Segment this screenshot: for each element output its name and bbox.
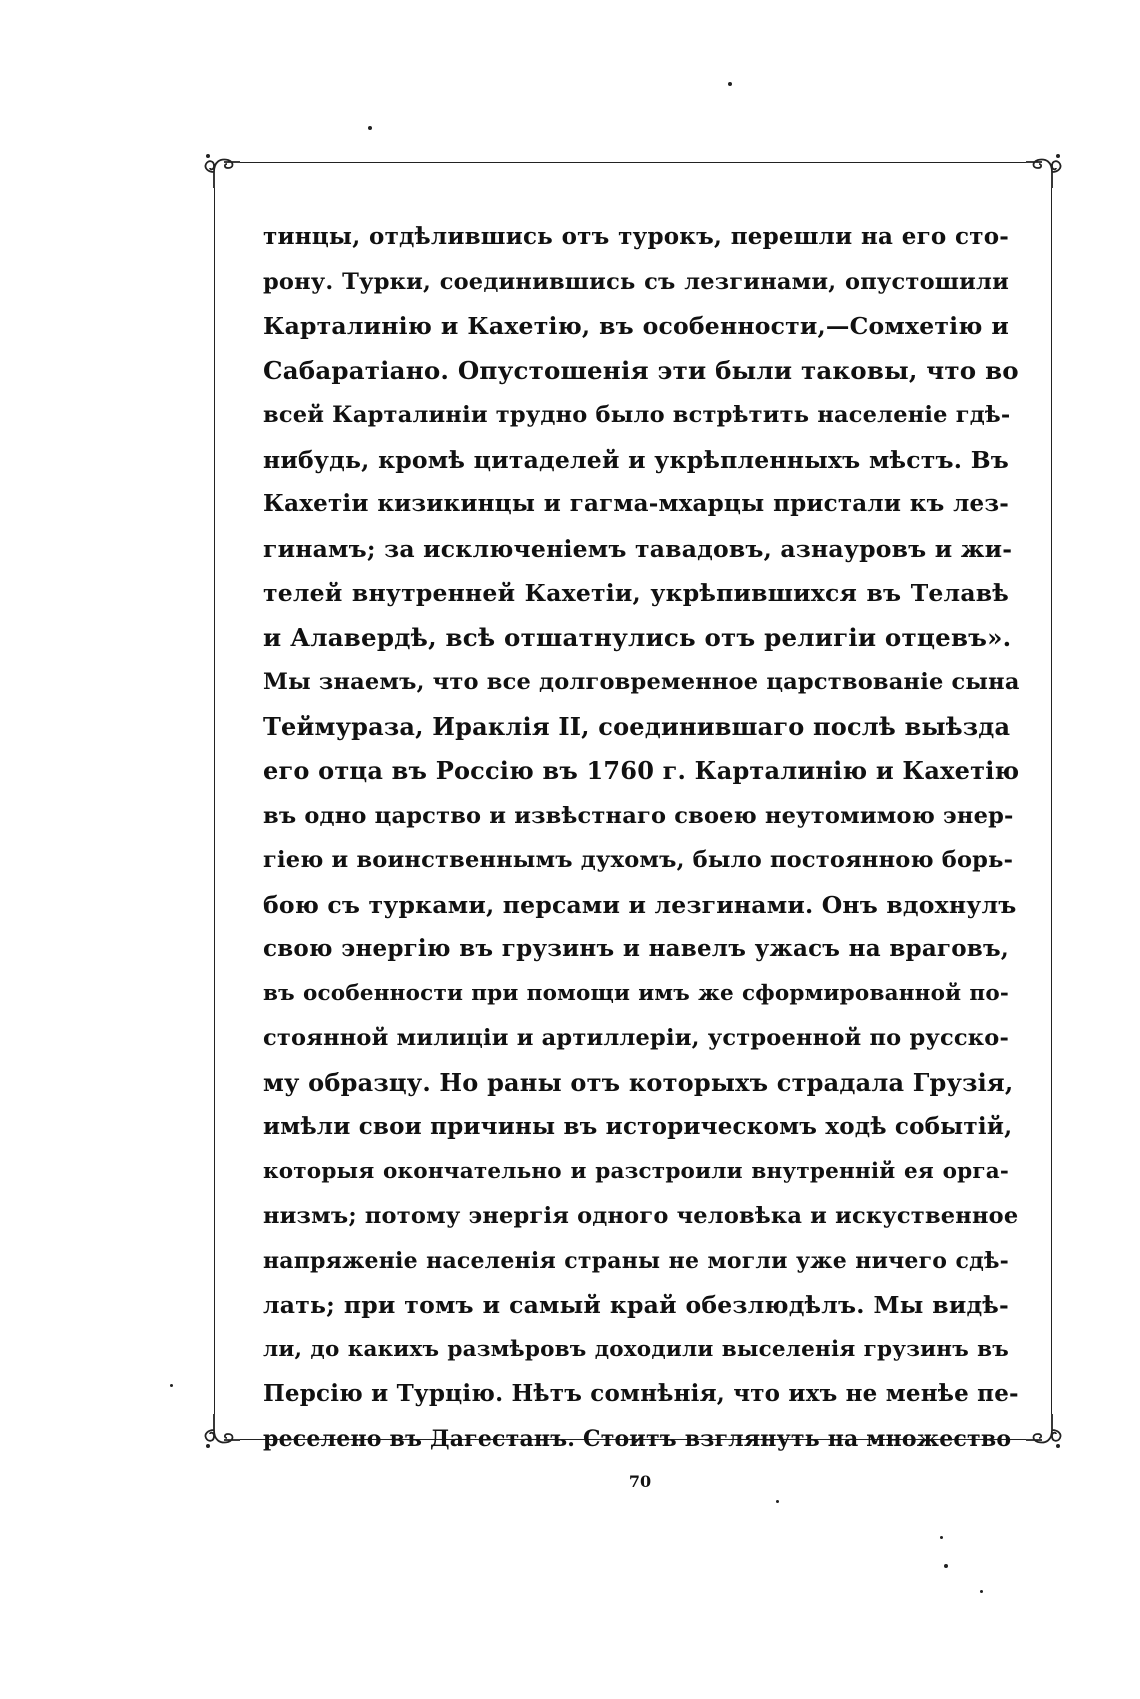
text-line: реселено въ Дагестанъ. Стоитъ взглянуть на множество bbox=[263, 1425, 1012, 1452]
text-line: низмъ; потому энергія одного человѣка и искуственное bbox=[263, 1203, 1019, 1229]
text-line: Персію и Турцію. Нѣтъ сомнѣнія, что ихъ не менѣе пе- bbox=[263, 1380, 1019, 1407]
text-line: телей внутренней Кахетіи, укрѣпившихся въ Телавѣ bbox=[263, 579, 1009, 607]
corner-ornament-icon bbox=[1022, 1410, 1066, 1454]
text-line: му образцу. Но раны отъ которыхъ страдала Грузія, bbox=[263, 1067, 1014, 1097]
text-line: рону. Турки, соединившись съ лезгинами, опустошили bbox=[263, 268, 1009, 295]
text-line: и Алавердѣ, всѣ отшатнулись отъ религіи отцевъ». bbox=[263, 622, 1012, 652]
text-line: напряженіе населенія страны не могли уже ничего сдѣ- bbox=[263, 1247, 1009, 1274]
text-line: въ особенности при помощи имъ же сформированной по- bbox=[263, 980, 1009, 1006]
text-line: гинамъ; за исключеніемъ тавадовъ, азнауровъ и жи- bbox=[263, 534, 1013, 563]
body-text bbox=[263, 215, 1020, 1461]
scan-speck bbox=[980, 1590, 983, 1593]
text-line: Теймураза, Ираклія II, соединившаго послѣ выѣзда bbox=[263, 711, 1011, 741]
corner-ornament-icon bbox=[1022, 148, 1066, 192]
page-number: 70 bbox=[628, 1472, 652, 1491]
scan-speck bbox=[368, 126, 372, 130]
text-line: ли, до какихъ размѣровъ доходили выселенія грузинъ въ bbox=[263, 1336, 1009, 1362]
text-line: лать; при томъ и самый край обезлюдѣлъ. Мы видѣ- bbox=[263, 1291, 1009, 1319]
text-line: Карталинію и Кахетію, въ особенности,—Сомхетію и bbox=[263, 312, 1009, 340]
text-line: всей Карталиніи трудно было встрѣтить населеніе гдѣ- bbox=[263, 402, 1011, 428]
text-line: стоянной милиціи и артиллеріи, устроенной по русско- bbox=[263, 1025, 1009, 1051]
text-line: его отца въ Россію въ 1760 г. Карталинію и Кахетію bbox=[263, 756, 1020, 785]
scan-speck bbox=[728, 82, 732, 86]
frame-rule-top bbox=[240, 162, 1026, 163]
text-line: имѣли свои причины въ историческомъ ходѣ событій, bbox=[263, 1113, 1013, 1140]
text-line: Мы знаемъ, что все долговременное царствованіе сына bbox=[263, 669, 1020, 695]
text-line: Кахетіи кизикинцы и гагма-мхарцы пристали къ лез- bbox=[263, 490, 1009, 517]
scan-speck bbox=[170, 1384, 173, 1387]
frame-rule-right bbox=[1051, 188, 1052, 1414]
corner-ornament-icon bbox=[200, 148, 244, 192]
text-line: которыя окончательно и разстроили внутренній ея орга- bbox=[263, 1158, 1009, 1184]
scan-speck bbox=[940, 1536, 943, 1539]
text-line: Сабаратіано. Опустошенія эти были таковы, что во bbox=[263, 355, 1019, 385]
scan-speck bbox=[944, 1564, 948, 1568]
text-line: бою съ турками, персами и лезгинами. Онъ вдохнулъ bbox=[263, 890, 1017, 919]
scan-speck bbox=[776, 1500, 779, 1503]
text-line: свою энергію въ грузинъ и навелъ ужасъ на враговъ, bbox=[263, 935, 1009, 962]
corner-ornament-icon bbox=[200, 1410, 244, 1454]
text-line: тинцы, отдѣлившись отъ турокъ, перешли на его сто- bbox=[263, 223, 1009, 250]
frame-rule-left bbox=[214, 188, 215, 1414]
text-line: нибудь, кромѣ цитаделей и укрѣпленныхъ мѣстъ. Въ bbox=[263, 445, 1009, 474]
text-line: гіею и воинственнымъ духомъ, было постоянною борь- bbox=[263, 847, 1014, 873]
text-line: въ одно царство и извѣстнаго своею неутомимою энер- bbox=[263, 802, 1014, 829]
